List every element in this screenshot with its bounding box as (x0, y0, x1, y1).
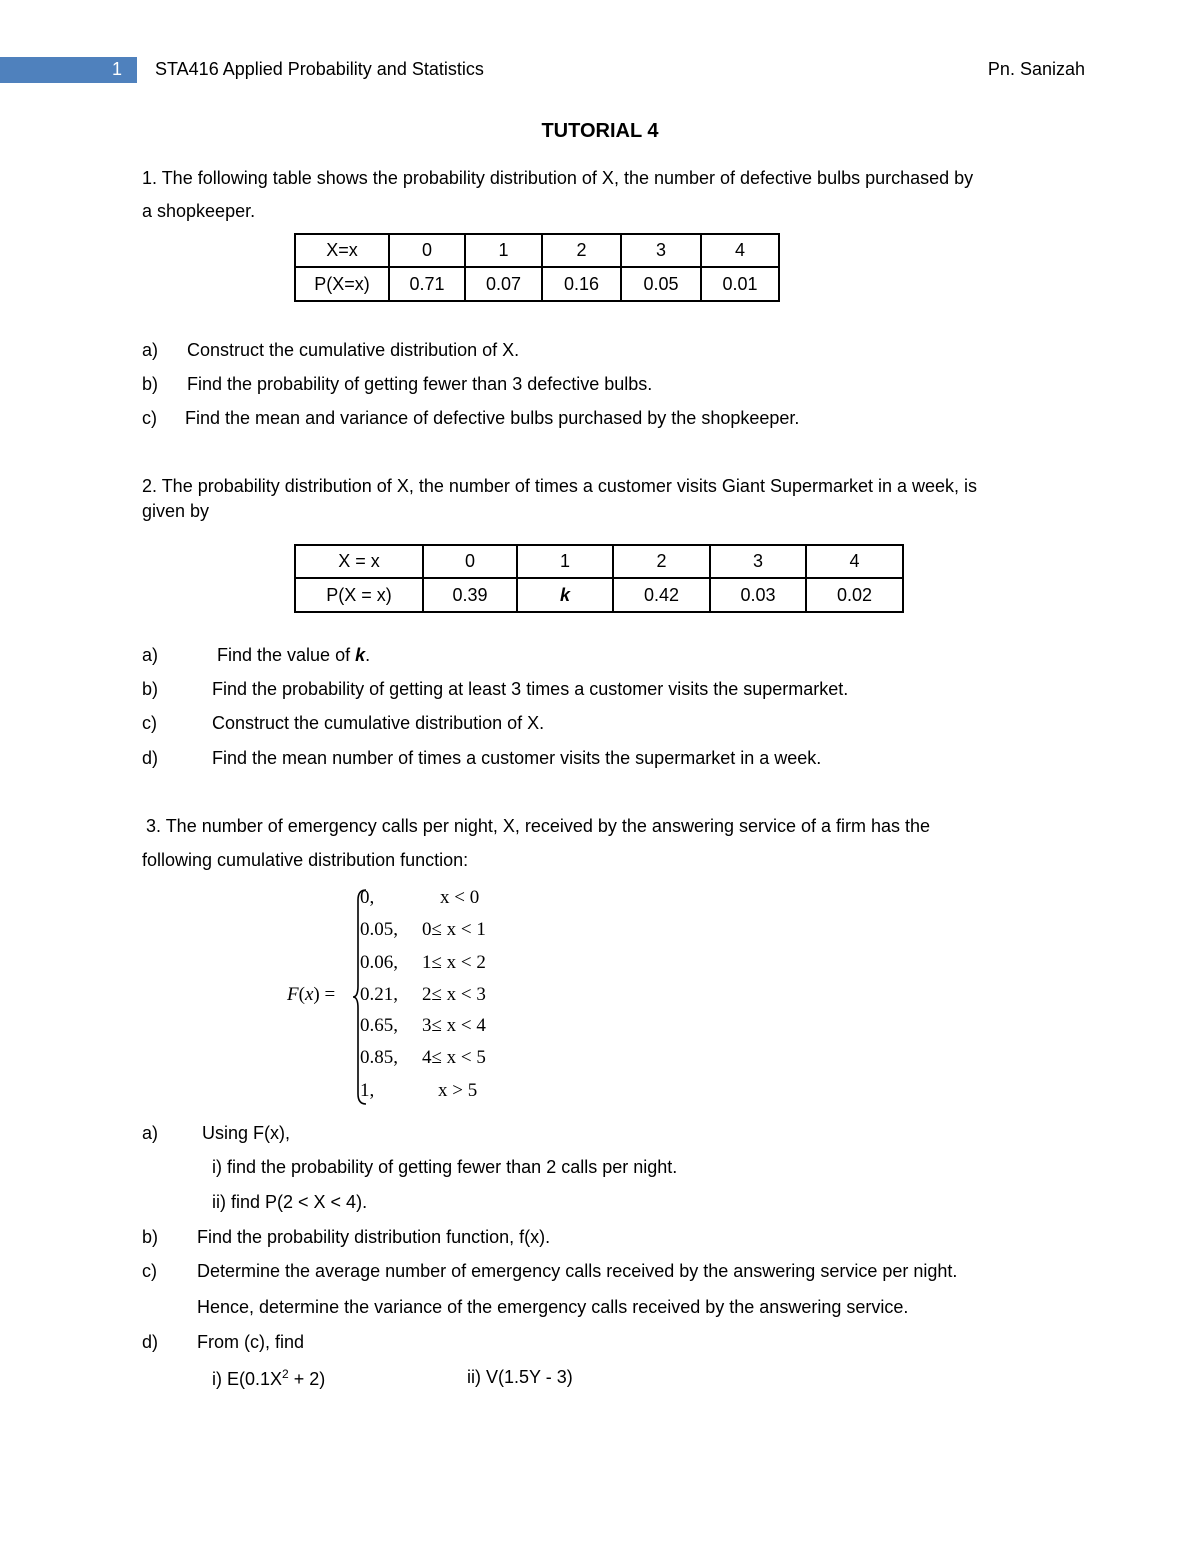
q2-table-cell: 0.03 (710, 578, 806, 612)
q2-table-prob-row (295, 578, 903, 612)
q1-table-cell: 4 (701, 234, 779, 267)
q3-part-a-label: a) (142, 1123, 159, 1143)
q1-part-b-label: b) (142, 374, 159, 394)
q2-part-b-label: b) (142, 679, 159, 699)
q3-part-c-text1: Determine the average number of emergency calls received by the answering service per night. (197, 1261, 958, 1281)
q1-text-line2: a shopkeeper. (142, 201, 256, 221)
q1-table-cell: 1 (465, 234, 542, 267)
q3-part-b-text: Find the probability distribution function, f(x). (197, 1227, 551, 1247)
q2-table-header-row (295, 545, 903, 578)
q2-part-c-label: c) (142, 713, 157, 733)
cdf-lhs: F(x) = (287, 984, 336, 1005)
q2-table-cell: X = x (295, 545, 423, 578)
q2-table-cell: P(X = x) (295, 578, 423, 612)
q3-part-c-text2: Hence, determine the variance of the emergency calls received by the answering service. (197, 1297, 909, 1317)
q3-part-a-text: Using F(x), (202, 1123, 291, 1143)
q1-part-c-text: Find the mean and variance of defective bulbs purchased by the shopkeeper. (185, 408, 800, 428)
q1-table-cell: 0.71 (389, 267, 465, 301)
cdf-case-condition: x > 5 (438, 1080, 478, 1101)
q2-part-d-text: Find the mean number of times a customer visits the supermarket in a week. (212, 748, 822, 768)
q1-table-cell: X=x (295, 234, 389, 267)
q3-part-d-i (212, 1367, 325, 1390)
q1-table-cell: 0.05 (621, 267, 701, 301)
author-name: Pn. Sanizah (987, 59, 1085, 79)
q1-part-b-text: Find the probability of getting fewer than 3 defective bulbs. (187, 374, 653, 394)
q1-table-header-row (295, 234, 779, 267)
q3-part-d-i-suffix: + 2) (288, 1369, 326, 1389)
q2-part-a-k: k (355, 645, 366, 665)
course-title: STA416 Applied Probability and Statistics (155, 59, 484, 79)
cdf-case-condition: 2≤ x < 3 (422, 984, 486, 1005)
cdf-case-value: 0.85, (360, 1047, 398, 1068)
q2-text-line2: given by (142, 501, 210, 521)
cdf-case-value: 0.21, (360, 984, 398, 1005)
q2-part-d-label: d) (142, 748, 159, 768)
cdf-case-value: 0.05, (360, 919, 398, 940)
q1-part-c-label: c) (142, 408, 157, 428)
cdf-case-condition: 3≤ x < 4 (422, 1015, 486, 1036)
q2-table-cell: 0.02 (806, 578, 903, 612)
q1-table-cell: 0.16 (542, 267, 621, 301)
page-number: 1 (112, 59, 123, 79)
cdf-case-condition: 0≤ x < 1 (422, 919, 486, 940)
q2-table-cell: 3 (710, 545, 806, 578)
q2-text-line1: 2. The probability distribution of X, the number of times a customer visits Giant Supermarket in a week, is (142, 476, 978, 496)
q2-table-cell: 2 (613, 545, 710, 578)
q2-part-a-text-before: Find the value of (217, 645, 356, 665)
q2-table-cell: 1 (517, 545, 613, 578)
q1-table-cell: 2 (542, 234, 621, 267)
cdf-case-value: 0.06, (360, 952, 398, 973)
q1-part-a-text: Construct the cumulative distribution of X. (187, 340, 520, 360)
q3-part-b-label: b) (142, 1227, 159, 1247)
q1-table-prob-row (295, 267, 779, 301)
q1-table-cell: 0.01 (701, 267, 779, 301)
q2-table-cell-k: k (517, 578, 613, 612)
q3-part-d-i-sup: 2 (282, 1367, 289, 1381)
q2-table-cell: 0.42 (613, 578, 710, 612)
q2-table-cell: 0 (423, 545, 517, 578)
q3-text-line1: 3. The number of emergency calls per night, X, received by the answering service of a firm has the (146, 816, 931, 836)
cdf-lhs-f: F (287, 984, 299, 1005)
cdf-case-value: 1, (360, 1080, 375, 1101)
q1-distribution-table (294, 233, 780, 302)
page-title: TUTORIAL 4 (541, 120, 659, 142)
q1-part-a-label: a) (142, 340, 159, 360)
q1-table-cell: 3 (621, 234, 701, 267)
q1-table-cell: 0 (389, 234, 465, 267)
q1-text-line1: 1. The following table shows the probability distribution of X, the number of defective bulbs purchased by (142, 168, 974, 188)
q3-part-d-label: d) (142, 1332, 159, 1352)
q2-part-c-text: Construct the cumulative distribution of X. (212, 713, 545, 733)
q3-part-a-ii: ii) find P(2 < X < 4). (212, 1192, 368, 1212)
q2-part-a-label: a) (142, 645, 159, 665)
cdf-lhs-x: x (304, 984, 314, 1005)
q2-table-cell: 0.39 (423, 578, 517, 612)
q1-table-cell: 0.07 (465, 267, 542, 301)
q2-distribution-table (294, 544, 904, 613)
q3-part-d-i-prefix: i) E(0.1X (212, 1369, 283, 1389)
q3-part-d-text: From (c), find (197, 1332, 305, 1352)
q3-part-d-ii: ii) V(1.5Y - 3) (467, 1367, 573, 1387)
q1-table-cell: P(X=x) (295, 267, 389, 301)
q2-part-a-text (217, 645, 370, 666)
q2-table-cell: 4 (806, 545, 903, 578)
cdf-case-condition: 1≤ x < 2 (422, 952, 486, 973)
q3-text-line2: following cumulative distribution function: (142, 850, 469, 870)
cdf-case-condition: x < 0 (440, 887, 480, 908)
cdf-case-value: 0, (360, 887, 375, 908)
q3-part-c-label: c) (142, 1261, 157, 1281)
cdf-case-condition: 4≤ x < 5 (422, 1047, 486, 1068)
cdf-case-value: 0.65, (360, 1015, 398, 1036)
q3-part-a-i: i) find the probability of getting fewer than 2 calls per night. (212, 1157, 678, 1177)
q2-part-b-text: Find the probability of getting at least 3 times a customer visits the supermarket. (212, 679, 849, 699)
q2-part-a-text-after: . (365, 645, 371, 665)
